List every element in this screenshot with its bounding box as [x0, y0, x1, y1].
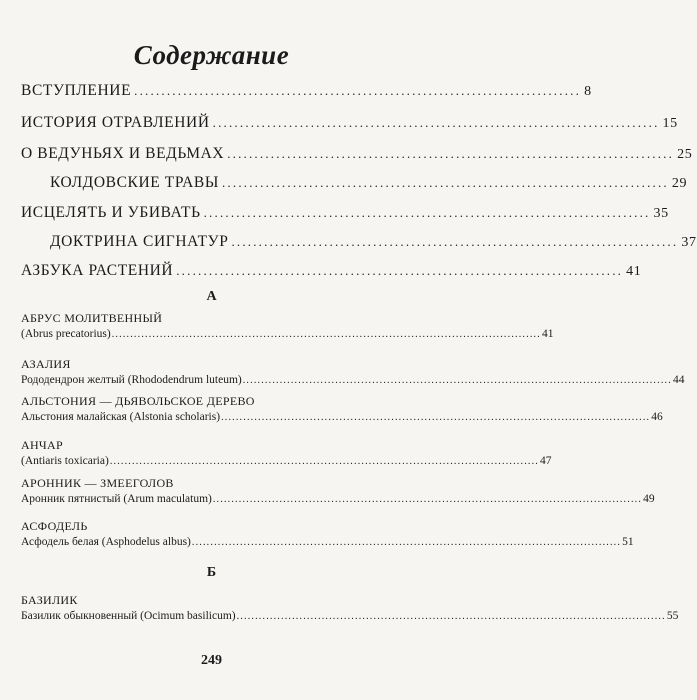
plant-subtitle-line [21, 608, 679, 625]
leader-dots: .................................................................................................................... [191, 537, 622, 548]
plant-subtitle-line [21, 453, 552, 470]
plant-page: 55 [666, 610, 679, 622]
leader-dots: .................................................................................................................... [111, 329, 541, 340]
leader-dots: .................................................................................. [134, 83, 582, 98]
leader-dots: .................................................................................. [231, 234, 679, 249]
plant-entry [21, 393, 663, 426]
toc-label: КОЛДОВСКИЕ ТРАВЫ [50, 174, 219, 191]
toc-page: 29 [671, 176, 688, 191]
leader-dots: .................................................................................................................... [236, 611, 666, 622]
plant-latin-name: Базилик обыкновенный (Ocimum basilicum) [21, 610, 236, 622]
plant-entry [21, 437, 552, 470]
plant-entry [21, 475, 655, 508]
plant-page: 44 [672, 374, 685, 386]
plant-page: 41 [541, 328, 554, 340]
plant-latin-name: Рододендрон желтый (Rhododendrum luteum) [21, 374, 242, 386]
plant-subtitle-line [21, 409, 663, 426]
toc-label: ИСТОРИЯ ОТРАВЛЕНИЙ [21, 114, 210, 131]
plant-name: АЛЬСТОНИЯ — ДЬЯВОЛЬСКОЕ ДЕРЕВО [21, 394, 255, 408]
toc-page: 8 [584, 84, 592, 99]
plant-latin-name: Асфодель белая (Asphodelus albus) [21, 536, 191, 548]
toc-line [21, 262, 642, 280]
toc-line [21, 114, 678, 132]
toc-page: 15 [662, 116, 678, 131]
toc-page: 37 [681, 235, 697, 250]
leader-dots: .................................................................................. [176, 263, 624, 278]
toc-page: 41 [626, 264, 642, 279]
leader-dots: .................................................................................................................... [212, 494, 643, 505]
plant-subtitle-line [21, 372, 685, 389]
toc-label: ДОКТРИНА СИГНАТУР [50, 233, 229, 250]
toc-line [21, 204, 669, 222]
toc-page: 25 [677, 147, 693, 162]
plant-name: АНЧАР [21, 438, 63, 452]
plant-page: 47 [540, 455, 552, 467]
plant-name: АРОННИК — ЗМЕЕГОЛОВ [21, 476, 174, 490]
toc-line [21, 82, 592, 100]
plant-name: АЗАЛИЯ [21, 357, 71, 371]
toc-label: АЗБУКА РАСТЕНИЙ [21, 262, 174, 279]
plant-latin-name: (Abrus precatorius) [21, 328, 111, 340]
plant-name: БАЗИЛИК [21, 593, 78, 607]
leader-dots: .................................................................................. [203, 205, 651, 220]
section-letter: Б [206, 565, 217, 580]
leader-dots: .................................................................................. [212, 115, 660, 130]
plant-latin-name: Аронник пятнистый (Arum maculatum) [21, 493, 212, 505]
plant-subtitle-line [21, 326, 554, 343]
plant-entry [21, 356, 685, 389]
leader-dots: .................................................................................................................... [109, 456, 540, 467]
plant-latin-name: Альстония малайская (Alstonia scholaris) [21, 411, 221, 423]
plant-subtitle-line [21, 534, 634, 551]
leader-dots: .................................................................................................................... [221, 412, 651, 423]
toc-page: 35 [653, 206, 669, 221]
plant-page: 46 [651, 411, 663, 423]
leader-dots: .................................................................................. [227, 146, 675, 161]
plant-page: 51 [622, 536, 634, 548]
toc-label: ИСЦЕЛЯТЬ И УБИВАТЬ [21, 204, 201, 221]
toc-line [50, 174, 688, 192]
plant-name: АБРУС МОЛИТВЕННЫЙ [21, 311, 163, 325]
plant-entry [21, 518, 634, 551]
plant-page: 49 [643, 493, 655, 505]
page-title: Содержание [133, 40, 290, 70]
toc-label: ВСТУПЛЕНИЕ [21, 82, 132, 99]
toc-label: О ВЕДУНЬЯХ И ВЕДЬМАХ [21, 145, 225, 162]
page-number: 249 [201, 653, 222, 668]
plant-entry [21, 310, 554, 343]
leader-dots: .................................................................................................................... [242, 375, 672, 386]
section-letter: А [206, 289, 217, 304]
plant-latin-name: (Antiaris toxicaria) [21, 455, 109, 467]
plant-entry [21, 592, 679, 625]
leader-dots: .................................................................................. [221, 175, 669, 190]
toc-line [21, 145, 693, 163]
toc-line [50, 233, 697, 251]
plant-name: АСФОДЕЛЬ [21, 519, 88, 533]
plant-subtitle-line [21, 491, 655, 508]
